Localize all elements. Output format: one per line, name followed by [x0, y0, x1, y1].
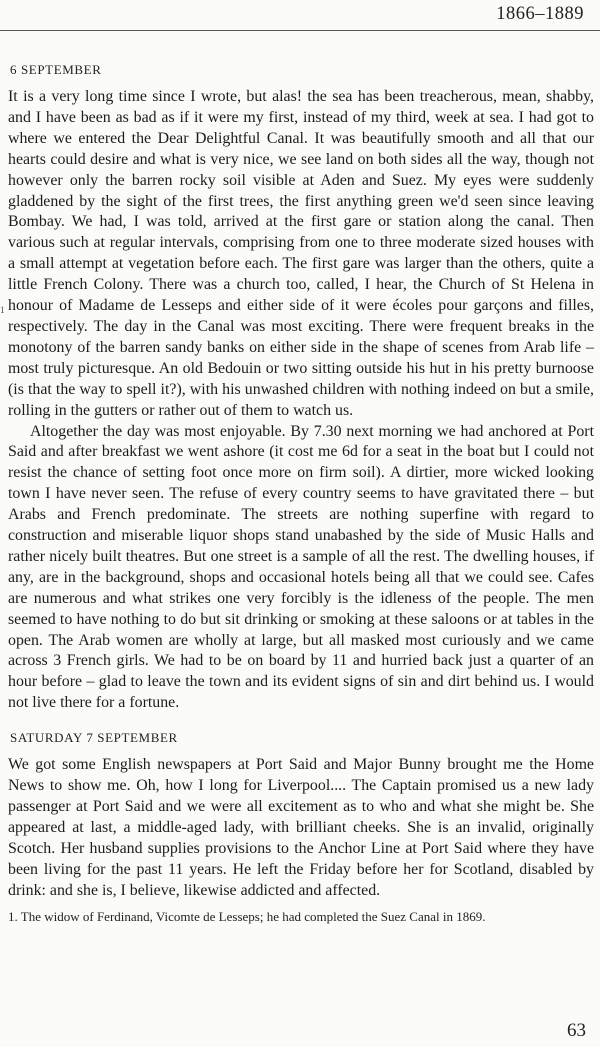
header-rule	[0, 30, 600, 31]
page-body	[8, 62, 594, 925]
footnote-marker: 1	[0, 305, 5, 315]
page-number: 63	[567, 1020, 586, 1041]
running-head: 1866–1889	[496, 4, 584, 24]
paragraph: We got some English newspapers at Port Said and Major Bunny brought me the Home News to show me. Oh, how I long for Liverpool.... The Captain promised us a new lady passenger at Port Said and we were all excitement as to who and what she might be. She appeared at last, a middle-aged lady, with brilliant cheeks. She is an invalid, originally Scotch. Her husband supplies provisions to the Anchor Line at Port Said where they have been living for the past 11 years. He left the Friday before her for Scotland, disabled by drink: and she is, I believe, likewise addicted and affected.	[8, 756, 594, 899]
entry-date-heading: 6 SEPTEMBER	[10, 62, 102, 77]
paragraph: Altogether the day was most enjoyable. By 7.30 next morning we had anchored at Port Said and after breakfast we went ashore (it cost me 6d for a seat in the boat but I could not resist the chance of setting foot once more on firm soil). A dirtier, more wicked looking town I have never seen. The refuse of every country seems to have gravitated there – but Arabs and French predominate. The streets are nothing superfine with regard to construction and miserable liquor shops stand unabashed by the side of Music Halls and rather nicely built theatres. But one street is a sample of all the rest. The dwelling houses, if any, are in the background, shops and occasional hotels being all that we could see. Cafes are numerous and what strikes one very forcibly is the idleness of the people. The men seemed to have nothing to do but sit drinking or smoking at these saloons or at tables in the open. The Arab women are wholly at large, but all masked most curiously and we came across 3 French girls. We had to be on board by 11 and hurried back just a quarter of an hour before – glad to leave the town and its evident signs of sin and dirt behind us. I would not live there for a fortune.	[8, 422, 594, 712]
footnote: 1. The widow of Ferdinand, Vicomte de Lesseps; he had completed the Suez Canal in 1869.	[8, 908, 486, 924]
entry-date-heading: SATURDAY 7 SEPTEMBER	[10, 730, 178, 746]
paragraph: It is a very long time since I wrote, but alas! the sea has been treacherous, mean, shabby, and I have been as bad as if it were my first, instead of my third, week at sea. I had got to where we entered the Dear Delightful Canal. It was beautifully smooth and all that our hearts could desire and what is very nice, we see land on both sides all the way, though not however only the barren rocky soil visible at Aden and Suez. My eyes were suddenly gladdened by the sight of the first trees, the first anything green we'd seen since leaving Bombay. We had, I was told, arrived at the first gare or station along the canal. Then various such at regular intervals, comprising from one to three moderate sized houses with a small attempt at vegetation before each. The first gare was larger than the others, quite a little French Colony. There was a church too, called, I hear, the Church of St Helena in honour of Madame de Lesseps and either side of it were écoles pour garçons and filles, respectively. The day in the Canal was most exciting. There were frequent breaks in the monotony of the barren sandy banks on either side in the shape of scenes from Arab life – most truly picturesque. An old Bedouin or two sitting outside his hut in his pretty burnoose (is that the way to spell it?), with his unwashed children with nothing indeed on but a smile, rolling in the gutters or rather out of them to watch us.	[8, 88, 594, 419]
